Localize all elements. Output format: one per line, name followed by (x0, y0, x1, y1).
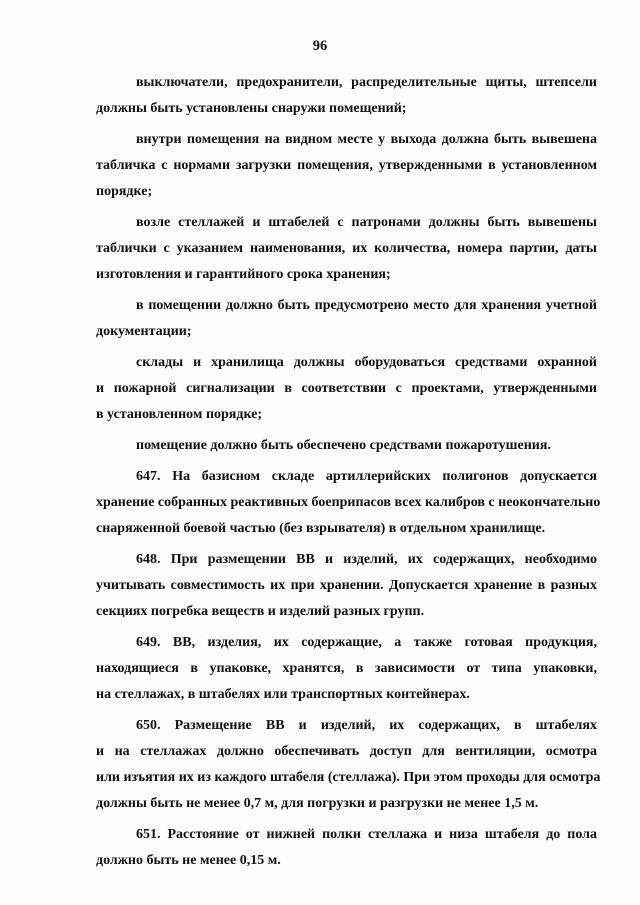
text-line: снаряженной боевой частью (без взрывателя) в отдельном хранилище. (96, 521, 546, 536)
text-line: на стеллажах, в штабелях или транспортных контейнерах. (96, 687, 470, 702)
paragraph-651 (96, 822, 597, 874)
page-number: 96 (312, 38, 328, 54)
text-line: секциях погребка веществ и изделий разных групп. (96, 604, 425, 619)
text-line: в установленном порядке; (96, 407, 263, 422)
text-line: табличка с нормами загрузки помещения, утвержденными в установленном (96, 158, 597, 173)
text-line: находящиеся в упаковке, хранятся, в зависимости от типа упаковки, (96, 661, 597, 676)
paragraph-648 (96, 547, 597, 625)
text-line: склады и хранилища должны оборудоваться средствами охранной (136, 355, 597, 370)
paragraph-rack-signs (96, 210, 597, 288)
text-line: документации; (96, 324, 192, 339)
text-line: хранение собранных реактивных боеприпасов всех калибров с неокончательно (96, 495, 601, 510)
paragraph-alarm-systems (96, 350, 597, 428)
text-line: 648. При размещении ВВ и изделий, их содержащих, необходимо (136, 552, 597, 567)
text-line: выключатели, предохранители, распределительные щиты, штепсели (136, 75, 597, 90)
text-line: или изъятия их из каждого штабеля (стеллажа). При этом проходы для осмотра (96, 770, 601, 785)
text-line: должны быть не менее 0,7 м, для погрузки и разгрузки не менее 1,5 м. (96, 796, 539, 811)
paragraph-649 (96, 630, 597, 708)
text-line: помещение должно быть обеспечено средствами пожаротушения. (136, 438, 551, 453)
text-line: внутри помещения на видном месте у выхода должна быть вывешена (136, 132, 597, 147)
paragraph-load-sign (96, 127, 597, 205)
text-line: 649. ВВ, изделия, их содержащие, а также готовая продукция, (136, 635, 597, 650)
text-line: порядке; (96, 184, 153, 199)
paragraph-documentation-storage (96, 293, 597, 345)
text-line: должны быть установлены снаружи помещений; (96, 101, 407, 116)
text-line: должно быть не менее 0,15 м. (96, 853, 281, 868)
paragraph-fire-extinguishing (96, 433, 597, 459)
text-line: в помещении должно быть предусмотрено место для хранения учетной (136, 298, 597, 313)
text-line: возле стеллажей и штабелей с патронами должны быть вывешены (136, 215, 597, 230)
text-line: 651. Расстояние от нижней полки стеллажа и низа штабеля до пола (136, 827, 597, 842)
text-line: и пожарной сигнализации в соответствии с проектами, утвержденными (96, 381, 597, 396)
text-line: 647. На базисном складе артиллерийских полигонов допускается (136, 469, 597, 484)
text-line: и на стеллажах должно обеспечивать доступ для вентиляции, осмотра (96, 744, 597, 759)
document-body (96, 70, 601, 879)
paragraph-650 (96, 713, 601, 817)
text-line: таблички с указанием наименования, их количества, номера партии, даты (96, 241, 597, 256)
paragraph-switches (96, 70, 597, 122)
text-line: учитывать совместимость их при хранении. Допускается хранение в разных (96, 578, 597, 593)
text-line: изготовления и гарантийного срока хранения; (96, 267, 391, 282)
text-line: 650. Размещение ВВ и изделий, их содержащих, в штабелях (136, 718, 597, 733)
paragraph-647 (96, 464, 601, 542)
